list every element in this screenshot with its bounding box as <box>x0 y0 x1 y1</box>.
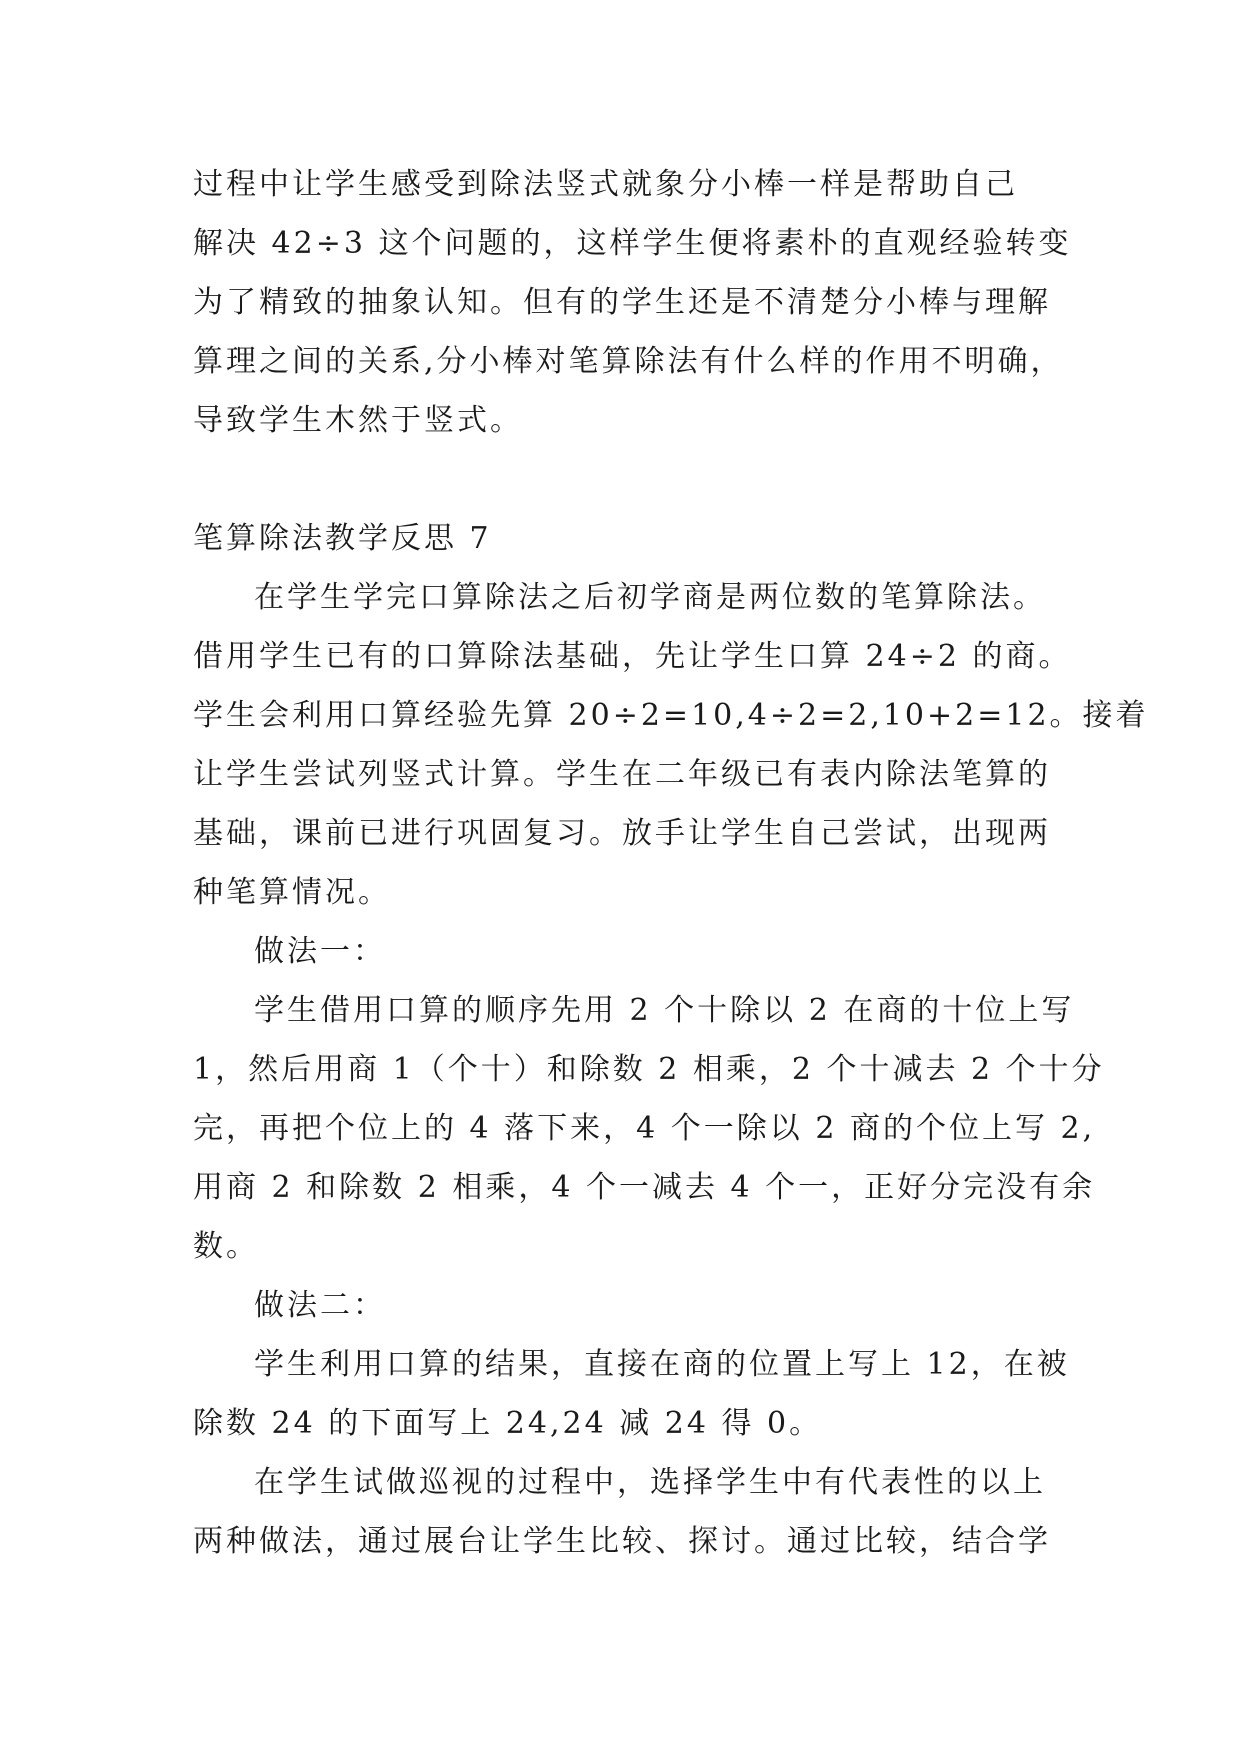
method2-line: 学生利用口算的结果，直接在商的位置上写上 12，在被 <box>254 1347 1070 1382</box>
intro-line: 为了精致的抽象认知。但有的学生还是不清楚分小棒与理解 <box>193 285 1051 320</box>
section-title: 笔算除法教学反思 7 <box>193 521 492 556</box>
paragraph-line: 让学生尝试列竖式计算。学生在二年级已有表内除法笔算的 <box>193 757 1051 792</box>
paragraph-line: 借用学生已有的口算除法基础，先让学生口算 24÷2 的商。 <box>193 639 1072 674</box>
intro-line: 解决 42÷3 这个问题的，这样学生便将素朴的直观经验转变 <box>193 226 1072 261</box>
method2-line: 除数 24 的下面写上 24,24 减 24 得 0。 <box>193 1406 823 1441</box>
method1-line: 学生借用口算的顺序先用 2 个十除以 2 在商的十位上写 <box>254 993 1075 1028</box>
method1-heading: 做法一： <box>254 934 386 969</box>
paragraph-line: 在学生学完口算除法之后初学商是两位数的笔算除法。 <box>254 580 1046 615</box>
method1-line: 1，然后用商 1（个十）和除数 2 相乘，2 个十减去 2 个十分 <box>193 1052 1105 1087</box>
method2-heading: 做法二： <box>254 1288 386 1323</box>
method1-line: 完，再把个位上的 4 落下来，4 个一除以 2 商的个位上写 2, <box>193 1111 1096 1146</box>
paragraph-line: 学生会利用口算经验先算 20÷2=10,4÷2=2,10+2=12。接着 <box>193 698 1149 733</box>
closing-line: 两种做法，通过展台让学生比较、探讨。通过比较，结合学 <box>193 1524 1051 1559</box>
intro-line: 导致学生木然于竖式。 <box>193 403 523 438</box>
method1-line: 数。 <box>193 1229 259 1264</box>
intro-line: 过程中让学生感受到除法竖式就象分小棒一样是帮助自己 <box>193 167 1018 202</box>
method1-line: 用商 2 和除数 2 相乘，4 个一减去 4 个一，正好分完没有余 <box>193 1170 1096 1205</box>
paragraph-line: 基础，课前已进行巩固复习。放手让学生自己尝试，出现两 <box>193 816 1051 851</box>
intro-line: 算理之间的关系,分小棒对笔算除法有什么样的作用不明确， <box>193 344 1064 379</box>
closing-line: 在学生试做巡视的过程中，选择学生中有代表性的以上 <box>254 1465 1046 1500</box>
paragraph-line: 种笔算情况。 <box>193 875 391 910</box>
